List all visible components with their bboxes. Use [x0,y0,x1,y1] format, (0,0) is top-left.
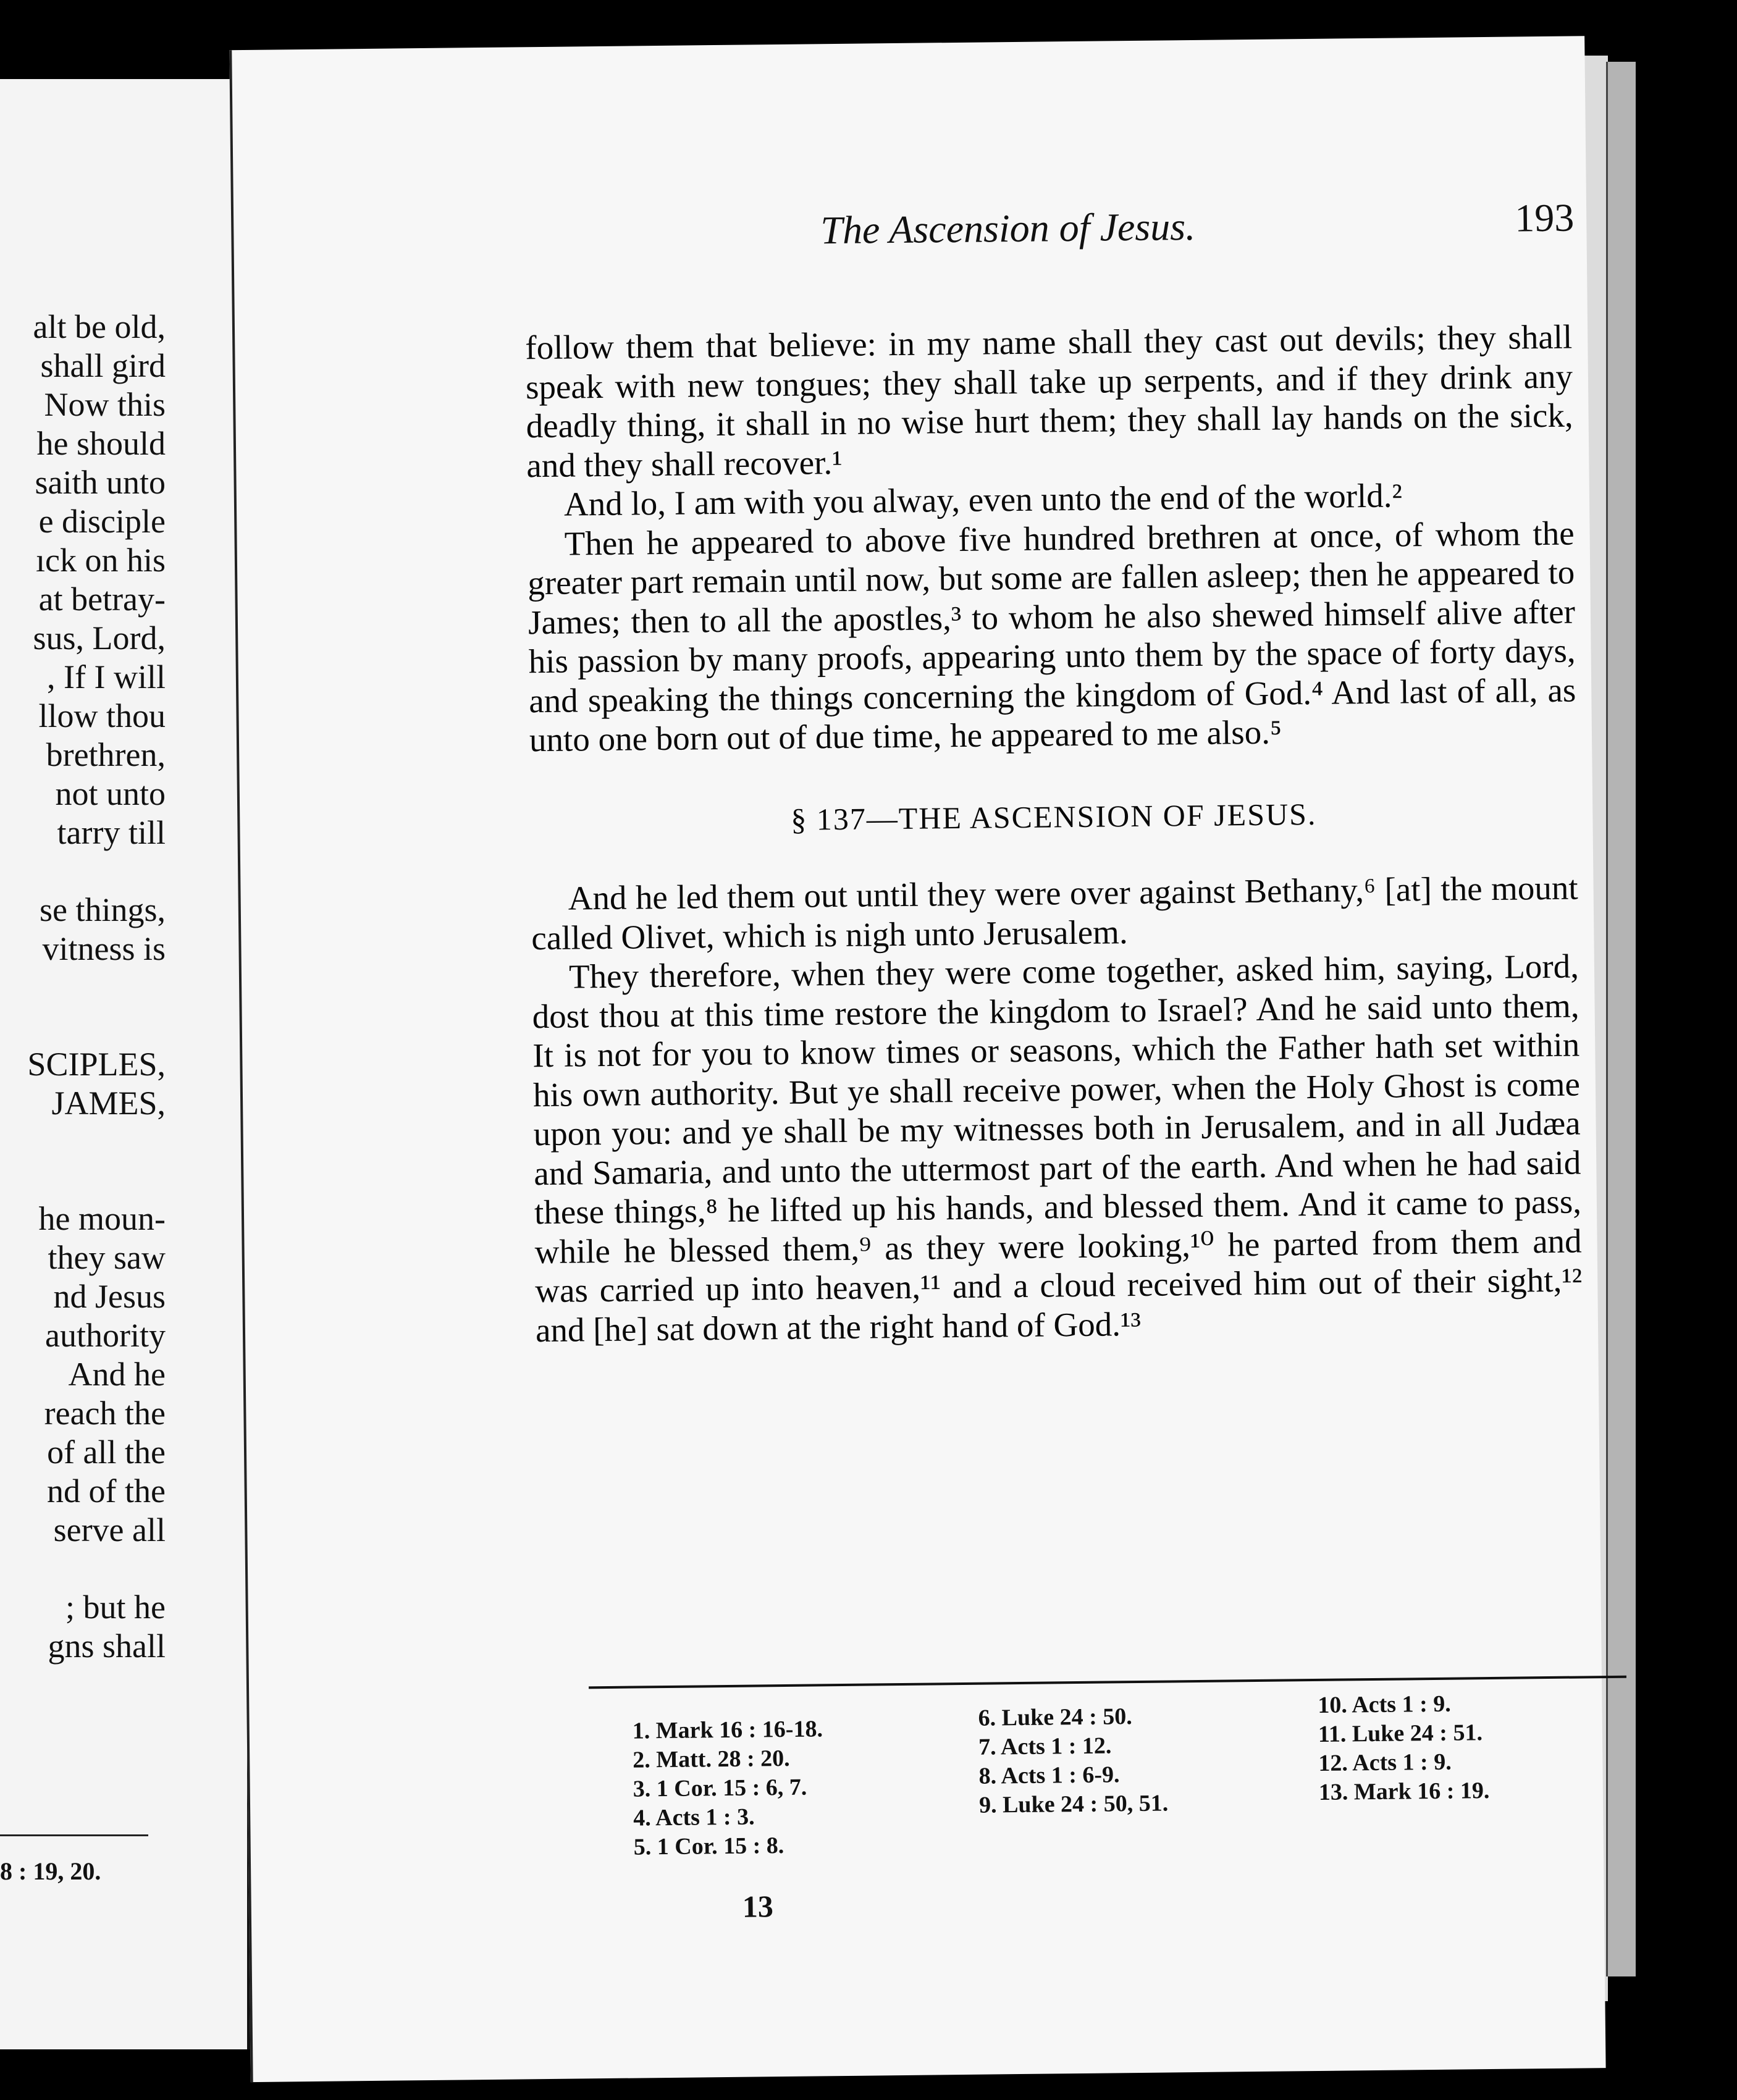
left-page-line: nd of the [47,1472,166,1510]
left-page-line [0,1550,166,1588]
left-page-line: he should [36,425,166,462]
footnote: 11. Luke 24 : 51. [1318,1720,1483,1747]
left-page-line: , If I will [47,658,166,695]
left-page-line: SCIPLES, [27,1046,166,1083]
left-page-line: ; but he [65,1589,166,1626]
paragraph: And lo, I am with you alway, even unto the end of the world.² [563,476,1403,523]
left-page-line [0,852,166,891]
left-page-line: llow thou [38,697,166,734]
footnote-column-2 [978,1702,1168,1820]
page-edge [1606,62,1636,1976]
footnote: 13. Mark 16 : 19. [1318,1778,1490,1805]
left-page-line: sus, Lord, [33,620,166,657]
footnote-rule [589,1676,1626,1689]
paragraph: follow them that believe: in my name shall they cast out devils; they shall speak with new tongues; they shall take up serpents, and if they drink any deadly thing, it shall in no wise hurt them; they shall lay hands on the sick, and they shall recover.¹ [525,317,1573,484]
left-page-line: reach the [44,1395,166,1432]
left-page-line: authority [45,1317,166,1354]
left-page-line: of all the [47,1434,166,1471]
left-page-line: serve all [53,1511,166,1548]
left-page-line: tarry till [57,814,166,851]
footnote: 1. Mark 16 : 16-18. [632,1716,823,1744]
footnotes [632,1690,1596,1860]
section-heading: § 137—THE ASCENSION OF JESUS. [790,796,1317,837]
left-page-line: at betray- [38,581,166,618]
left-page-line: shall gird [40,347,166,384]
footnote: 12. Acts 1 : 9. [1318,1749,1452,1776]
page-number: 193 [1514,195,1575,240]
body-text [525,317,1583,1350]
left-page-line [0,1161,166,1199]
footnote: 8. Acts 1 : 6-9. [978,1762,1120,1789]
left-page-line: nd Jesus [53,1278,166,1315]
left-page-line: e disciple [38,503,166,540]
left-page-text [0,308,166,1666]
left-page-line: And he [68,1356,166,1393]
left-page-line: saith unto [35,464,166,501]
left-page-line [0,1007,166,1045]
left-page-line: vitness is [42,930,166,967]
right-page [229,36,1605,2082]
left-page-line: se things, [39,891,166,928]
footnote: 4. Acts 1 : 3. [633,1804,755,1831]
footnote: 9. Luke 24 : 50, 51. [978,1790,1169,1818]
running-head [586,195,1575,266]
footnote-column-1 [633,1715,825,1862]
left-page-line: gns shall [48,1628,166,1665]
left-page-line: he moun- [38,1200,166,1237]
footnote: 7. Acts 1 : 12. [978,1732,1112,1760]
left-page-line [0,1123,166,1161]
signature-mark: 13 [742,1889,774,1924]
paragraph: Then he appeared to above five hundred brethren at once, of whom the greater part remain until now, but some are fallen asleep; then he appeared to James; then to all the apostles,³ to whom he also shewed himself alive after his passion by many proofs, appearing unto them by the space of forty days, and speaking the things concerning the kingdom of God.⁴ And last of all, as unto one born out of due time, he appeared to me also.⁵ [528,514,1576,759]
footnote: 6. Luke 24 : 50. [978,1703,1132,1731]
left-footnote-rule [0,1834,148,1836]
running-title: The Ascension of Jesus. [820,204,1196,253]
paragraph: They therefore, when they were come together, asked him, saying, Lord, dost thou at this time restore the kingdom to Israel? And he said unto them, It is not for you to know times or seasons, which the Father hath set within his own authority. But ye shall receive power, when the Holy Ghost is come upon you: and ye shall be my witnesses both in Jerusalem, and in all Judæa and Samaria, and unto the uttermost part of the earth. And when he had said these things,⁸ he lifted up his hands, and blessed them. And it came to pass, while he blessed them,⁹ as they were looking,¹⁰ he parted from them and was carried up into heaven,¹¹ and a cloud received him out of their sight,¹² and [he] sat down at the right hand of God.¹³ [532,947,1583,1349]
left-page-line: JAMES, [51,1085,166,1122]
left-footnote: 8 : 19, 20. [0,1857,101,1885]
paragraph: And he led them out until they were over against Bethany,⁶ [at] the mount called Olivet, which is nigh unto Jerusalem. [531,868,1578,957]
left-page-line: they saw [48,1239,166,1276]
left-page-line: alt be old, [33,308,166,345]
left-page-line: Now this [44,386,166,423]
footnote: 2. Matt. 28 : 20. [633,1745,790,1773]
left-page-line: brethren, [46,736,166,773]
left-page-line [0,968,166,1007]
left-page-line: not unto [55,775,166,812]
footnote: 5. 1 Cor. 15 : 8. [633,1833,784,1860]
footnote: 10. Acts 1 : 9. [1318,1690,1451,1718]
left-page [0,79,251,2049]
footnote: 3. 1 Cor. 15 : 6, 7. [633,1774,807,1802]
left-page-line: ıck on his [36,542,166,579]
footnote-column-3 [1318,1689,1489,1807]
